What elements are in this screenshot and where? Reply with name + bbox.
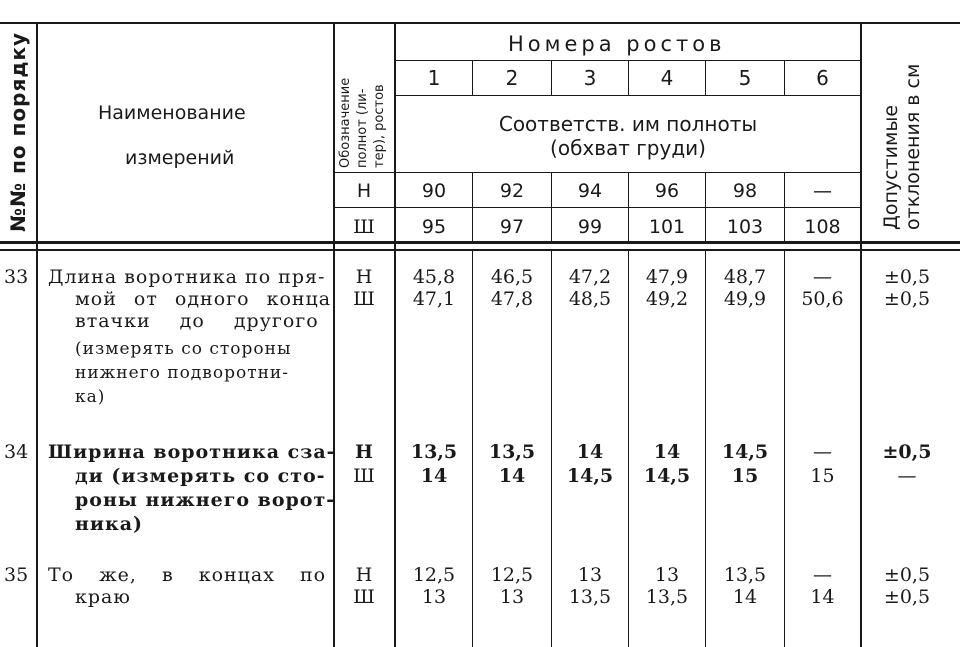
- col-divider-no: [36, 22, 38, 647]
- cell-h-1: 13,5: [410, 441, 458, 463]
- cell-w-5: 14: [732, 586, 758, 608]
- header-bottom-rule: [0, 241, 960, 244]
- w-value-1: 95: [421, 216, 447, 238]
- cell-tol-w: ±0,5: [883, 586, 931, 608]
- w-label: Ш: [353, 216, 375, 238]
- header-bottom-rule-2: [0, 249, 960, 251]
- header-no-column: №№ по порядку: [6, 31, 30, 232]
- cell-tol-h: ±0,5: [883, 266, 931, 288]
- w-value-2: 97: [499, 216, 525, 238]
- cell-w-1: 47,1: [412, 288, 456, 310]
- cell-w-5: 49,9: [723, 288, 767, 310]
- size-number-2: 2: [505, 66, 519, 90]
- header-tolerance-1: Допустимые: [880, 104, 902, 230]
- w-value-3: 99: [577, 216, 603, 238]
- cell-h-6: —: [813, 441, 832, 463]
- size-number-3: 3: [583, 66, 597, 90]
- cell-w-3: 48,5: [568, 288, 612, 310]
- h-value-1: 90: [421, 180, 447, 202]
- cell-w-3: 14,5: [566, 465, 614, 487]
- cell-h-6: —: [813, 564, 832, 586]
- row-number: 34: [4, 441, 29, 463]
- row-label-w: Ш: [353, 586, 375, 608]
- row-label-h: Н: [355, 564, 373, 586]
- row-label-h: Н: [355, 441, 373, 463]
- cell-h-6: —: [813, 266, 832, 288]
- h-label: Н: [356, 180, 372, 202]
- cell-h-3: 47,2: [568, 266, 612, 288]
- w-value-5: 103: [726, 216, 764, 238]
- w-value-4: 101: [648, 216, 686, 238]
- cell-h-4: 13: [654, 564, 680, 586]
- col-divider-name: [333, 22, 335, 647]
- fullness-rule: [334, 172, 860, 173]
- cell-h-5: 48,7: [723, 266, 767, 288]
- row-name-line: То же, в концах по: [48, 564, 327, 586]
- cell-h-4: 47,9: [645, 266, 689, 288]
- size-number-5: 5: [738, 66, 752, 90]
- row-name-line: мой от одного конца: [75, 288, 332, 310]
- cell-tol-w: ±0,5: [883, 288, 931, 310]
- cell-tol-w: —: [897, 465, 917, 487]
- h-value-6: —: [813, 180, 832, 202]
- row-name-line: ка): [75, 387, 106, 407]
- cell-h-2: 46,5: [490, 266, 534, 288]
- row-name-line: (измерять со стороны: [75, 339, 292, 359]
- header-name-line-1: Наименование: [98, 102, 246, 124]
- cell-h-3: 14: [576, 441, 604, 463]
- fullness-line-1: Соответств. им полноты: [498, 112, 758, 136]
- cell-w-2: 13: [499, 586, 525, 608]
- row-name-line: ника): [75, 513, 144, 535]
- cell-h-2: 13,5: [488, 441, 536, 463]
- cell-tol-h: ±0,5: [882, 441, 932, 463]
- size-number-6: 6: [816, 66, 829, 90]
- cell-w-3: 13,5: [568, 586, 612, 608]
- row-number: 33: [4, 266, 29, 288]
- cell-w-4: 14,5: [643, 465, 691, 487]
- size-number-4: 4: [660, 66, 674, 90]
- header-tolerance-2: отклонения в см: [902, 63, 924, 230]
- row-name-line: роны нижнего ворот-: [75, 489, 336, 511]
- header-designation-3: тер), ростов: [372, 84, 387, 168]
- table-top-rule: [0, 22, 960, 24]
- row-name-line: Длина воротника по пря-: [48, 266, 326, 288]
- cell-w-6: 50,6: [801, 288, 844, 310]
- cell-w-1: 13: [421, 586, 447, 608]
- row-name-line: Ширина воротника сза-: [48, 441, 336, 463]
- fullness-line-2: (обхват груди): [550, 136, 706, 160]
- size-number-1: 1: [427, 66, 441, 90]
- header-designation-1: Обозначение: [338, 77, 353, 168]
- cell-w-4: 49,2: [645, 288, 689, 310]
- row-number: 35: [4, 564, 29, 586]
- cell-w-2: 14: [498, 465, 526, 487]
- cell-h-5: 13,5: [723, 564, 767, 586]
- row-name-line: ди (измерять со сто-: [75, 465, 326, 487]
- cell-h-1: 12,5: [412, 564, 456, 586]
- cell-w-1: 14: [420, 465, 448, 487]
- row-label-w: Ш: [353, 288, 375, 310]
- h-row-rule: [334, 207, 860, 208]
- cell-h-5: 14,5: [721, 441, 769, 463]
- cell-w-2: 47,8: [490, 288, 534, 310]
- cell-h-4: 14: [653, 441, 681, 463]
- row-label-h: Н: [355, 266, 373, 288]
- col-divider-tol: [860, 22, 862, 647]
- cell-h-3: 13: [577, 564, 603, 586]
- cell-w-5: 15: [731, 465, 759, 487]
- row-name-line: втачки до другого: [75, 310, 319, 332]
- header-designation-2: полнот (ли-: [355, 88, 370, 168]
- cell-h-2: 12,5: [490, 564, 534, 586]
- h-value-2: 92: [499, 180, 525, 202]
- row-name-line: нижнего подворотни-: [75, 363, 290, 383]
- cell-w-4: 13,5: [645, 586, 689, 608]
- h-value-4: 96: [654, 180, 680, 202]
- cell-w-6: 14: [810, 586, 835, 608]
- cell-h-1: 45,8: [412, 266, 456, 288]
- row-label-w: Ш: [353, 465, 375, 487]
- header-name-line-2: измерений: [125, 147, 235, 169]
- header-sizes-title: Номера ростов: [508, 32, 726, 56]
- w-value-6: 108: [804, 216, 841, 238]
- cell-w-6: 15: [810, 465, 835, 487]
- h-value-5: 98: [732, 180, 758, 202]
- cell-tol-h: ±0,5: [883, 564, 931, 586]
- row-name-line: краю: [75, 586, 131, 608]
- h-value-3: 94: [577, 180, 603, 202]
